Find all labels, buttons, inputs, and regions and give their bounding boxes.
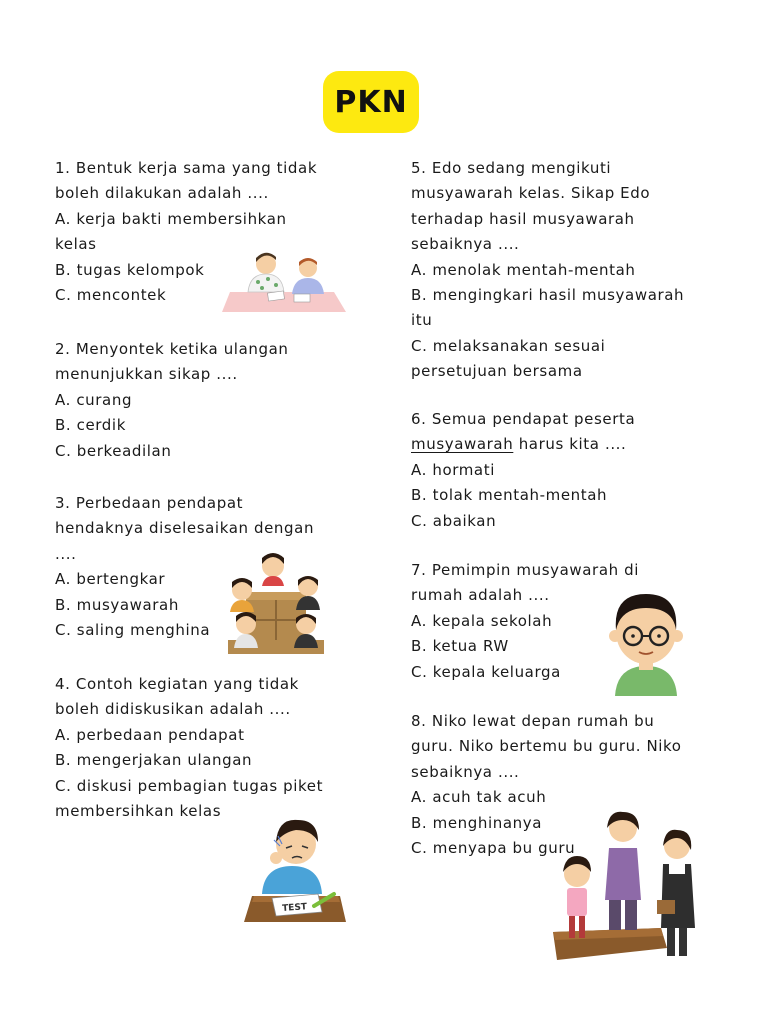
- option-b: B. ketua RW: [411, 637, 509, 656]
- page-title: PKN: [334, 84, 408, 120]
- child-greeting-teacher-illustration: [553, 808, 701, 964]
- option-c-cont: membersihkan kelas: [55, 802, 222, 821]
- option-a-cont: kelas: [55, 235, 97, 254]
- option-a: A. hormati: [411, 460, 495, 479]
- option-c-cont: persetujuan bersama: [411, 362, 583, 381]
- question-2: 2. Menyontek ketika ulangan menunjukkan sikap .... A. curang B. cerdik C. berkeadilan: [55, 337, 289, 464]
- option-b: B. musyawarah: [55, 595, 179, 614]
- option-a: A. curang: [55, 390, 133, 409]
- option-a: A. kepala sekolah: [411, 611, 553, 630]
- option-c: C. mencontek: [55, 286, 167, 305]
- question-5: 5. Edo sedang mengikuti musyawarah kelas. Sikap Edo terhadap hasil musyawarah sebaiknya .... A. menolak mentah-mentah B. mengingkari hasil musyawarah itu C. melaksanakan sesuai persetujuan bersama: [411, 156, 684, 385]
- underlined-word: musyawarah: [411, 435, 514, 454]
- option-c: C. kepala keluarga: [411, 662, 561, 681]
- option-a: A. perbedaan pendapat: [55, 725, 245, 744]
- option-c: C. diskusi pembagian tugas piket: [55, 776, 324, 795]
- option-a: A. menolak mentah-mentah: [411, 260, 636, 279]
- question-6: 6. Semua pendapat peserta musyawarah harus kita .... A. hormati B. tolak mentah-mentah C. abaikan: [411, 407, 635, 534]
- option-b: B. menghinanya: [411, 813, 543, 832]
- man-with-glasses-illustration: [609, 590, 683, 696]
- student-taking-test-illustration: [244, 810, 346, 924]
- option-c: C. abaikan: [411, 511, 497, 530]
- option-b: B. cerdik: [55, 416, 126, 435]
- option-a: A. acuh tak acuh: [411, 788, 547, 807]
- option-b: B. tugas kelompok: [55, 260, 205, 279]
- option-a: A. kerja bakti membersihkan: [55, 209, 287, 228]
- option-b: B. mengingkari hasil musyawarah: [411, 286, 685, 305]
- option-a: A. bertengkar: [55, 570, 166, 589]
- test-sheet-label: TEST: [281, 902, 308, 914]
- option-c: C. melaksanakan sesuai: [411, 336, 606, 355]
- option-c: C. saling menghina: [55, 621, 211, 640]
- option-c: C. menyapa bu guru: [411, 839, 576, 858]
- option-c: C. berkeadilan: [55, 441, 172, 460]
- option-b: B. tolak mentah-mentah: [411, 486, 608, 505]
- question-3: 3. Perbedaan pendapat hendaknya diselesaikan dengan .... A. bertengkar B. musyawarah C. saling menghina: [55, 491, 314, 643]
- title-badge: [323, 71, 419, 133]
- question-7: 7. Pemimpin musyawarah di rumah adalah .... A. kepala sekolah B. ketua RW C. kepala keluarga: [411, 558, 639, 685]
- option-b-cont: itu: [411, 311, 433, 330]
- question-1: 1. Bentuk kerja sama yang tidak boleh dilakukan adalah .... A. kerja bakti membersihkan kelas B. tugas kelompok C. mencontek: [55, 156, 317, 308]
- group-discussion-illustration: [224, 552, 326, 656]
- question-4: 4. Contoh kegiatan yang tidak boleh didiskusikan adalah .... A. perbedaan pendapat B. mengerjakan ulangan C. diskusi pembagian tugas piket membersihkan kelas: [55, 672, 323, 824]
- option-b: B. mengerjakan ulangan: [55, 751, 253, 770]
- question-8: 8. Niko lewat depan rumah bu guru. Niko bertemu bu guru. Niko sebaiknya .... A. acuh tak acuh B. menghinanya C. menyapa bu guru: [411, 709, 682, 861]
- students-working-together-illustration: [222, 248, 346, 314]
